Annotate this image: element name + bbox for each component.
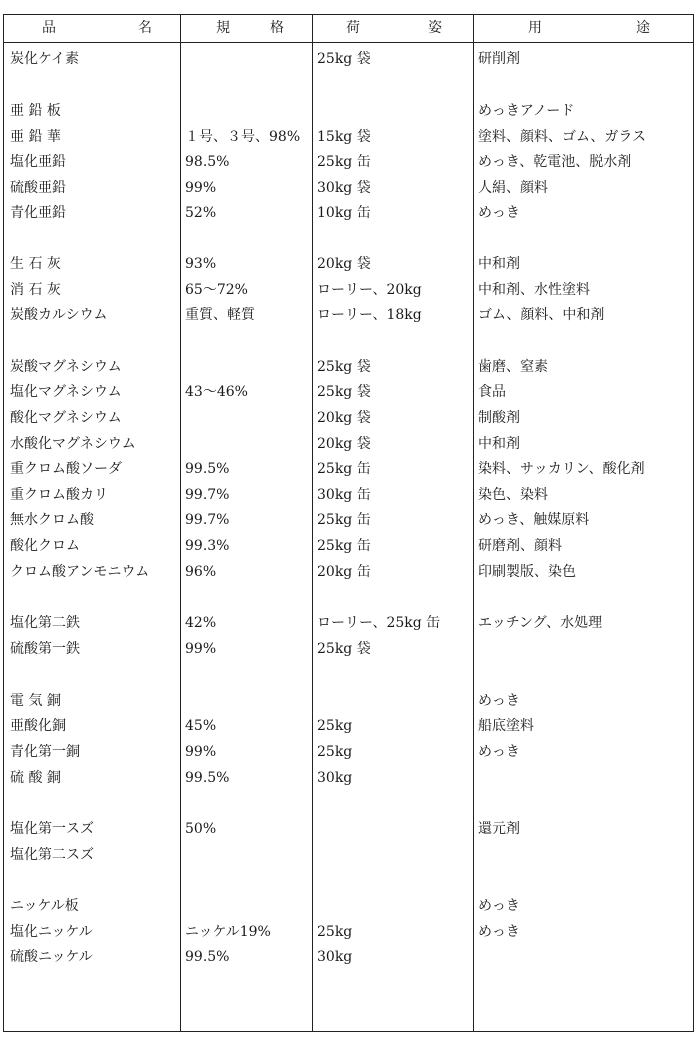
cell-name: 酸化マグネシウム (10, 410, 122, 426)
table-row (4, 379, 693, 405)
cell-use: めっき (478, 898, 520, 914)
cell-spec: 99% (185, 180, 217, 196)
cell-spec: 98.5% (185, 154, 230, 170)
cell-use: 船底塗料 (478, 718, 534, 734)
table-row (4, 456, 693, 482)
cell-use: 塗料、顔料、ゴム、ガラス (478, 129, 646, 145)
cell-packing: ローリー、20kg (317, 282, 422, 298)
cell-name: 消 石 灰 (10, 282, 61, 298)
table-row (4, 482, 693, 508)
cell-spec: 99.5% (185, 461, 230, 477)
table-row (4, 944, 693, 970)
cell-use: めっき、乾電池、脱水剤 (478, 154, 632, 170)
cell-name: 青化亜鉛 (10, 205, 66, 221)
cell-use: めっきアノード (478, 103, 575, 119)
cell-spec: 99.7% (185, 512, 230, 528)
table-row (4, 610, 693, 636)
cell-use: めっき (478, 205, 520, 221)
cell-packing: 20kg 袋 (317, 256, 371, 272)
cell-name: 塩化第二スズ (10, 847, 94, 863)
cell-name: 電 気 銅 (10, 693, 61, 709)
cell-name: 炭化ケイ素 (10, 51, 80, 67)
cell-packing: 25kg 缶 (317, 154, 371, 170)
table-row (4, 533, 693, 559)
cell-name: クロム酸アンモニウム (10, 564, 150, 580)
cell-use: 印刷製版、染色 (478, 564, 576, 580)
table-row (4, 842, 693, 868)
cell-use: 還元剤 (478, 821, 520, 837)
cell-name: 硫 酸 銅 (10, 770, 61, 786)
header-name-char-1: 品 (42, 20, 56, 36)
cell-packing: 25kg 缶 (317, 461, 371, 477)
table-row (4, 688, 693, 714)
table-row (4, 559, 693, 585)
cell-spec: 99.3% (185, 538, 230, 554)
cell-use: 中和剤 (478, 256, 520, 272)
cell-packing: 25kg (317, 744, 353, 760)
cell-packing: 20kg 缶 (317, 564, 371, 580)
cell-name: 塩化亜鉛 (10, 154, 66, 170)
cell-packing: 30kg 袋 (317, 180, 371, 196)
cell-name: 炭酸カルシウム (10, 307, 108, 323)
cell-use: 中和剤、水性塗料 (478, 282, 590, 298)
header-name-char-2: 名 (138, 20, 152, 36)
table-row (4, 405, 693, 431)
cell-use: めっき (478, 744, 520, 760)
header-use-char-2: 途 (636, 20, 650, 36)
cell-name: 塩化マグネシウム (10, 384, 122, 400)
product-table (3, 14, 694, 1032)
header-divider (4, 42, 693, 43)
table-row (4, 98, 693, 124)
cell-spec: 重質、軽質 (185, 307, 255, 323)
header-packing-char-2: 姿 (428, 20, 442, 36)
table-row (4, 251, 693, 277)
cell-packing: 20kg 袋 (317, 410, 371, 426)
cell-use: ゴム、顔料、中和剤 (478, 307, 605, 323)
cell-name: 重クロム酸ソーダ (10, 461, 122, 477)
table-row (4, 149, 693, 175)
cell-name: 硫酸亜鉛 (10, 180, 66, 196)
cell-packing: 10kg 缶 (317, 205, 371, 221)
table-row (4, 354, 693, 380)
cell-spec: 45% (185, 718, 217, 734)
cell-packing: 20kg 袋 (317, 436, 371, 452)
cell-spec: 99.5% (185, 770, 230, 786)
cell-use: めっき (478, 924, 520, 940)
cell-name: 無水クロム酸 (10, 512, 94, 528)
cell-packing: 25kg 袋 (317, 51, 371, 67)
cell-name: 塩化ニッケル (10, 924, 93, 940)
cell-spec: 93% (185, 256, 217, 272)
table-row (4, 175, 693, 201)
cell-spec: 43～46% (185, 384, 248, 400)
cell-use: めっき、触媒原料 (478, 512, 590, 528)
cell-use: 研磨剤、顔料 (478, 538, 562, 554)
cell-use: 人絹、顔料 (478, 180, 548, 196)
cell-name: 亜 鉛 華 (10, 129, 61, 145)
table-row (4, 816, 693, 842)
cell-spec: 52% (185, 205, 217, 221)
header-use-char-1: 用 (528, 20, 542, 36)
table-row (4, 124, 693, 150)
header-spec (216, 15, 284, 42)
cell-use: 研削剤 (478, 51, 520, 67)
cell-spec: 65～72% (185, 282, 248, 298)
header-spec-char-1: 規 (216, 20, 230, 36)
table-row (4, 200, 693, 226)
table-row (4, 765, 693, 791)
cell-packing: ローリー、25kg 缶 (317, 615, 441, 631)
cell-name: 塩化第二鉄 (10, 615, 80, 631)
cell-use: 染料、サッカリン、酸化剤 (478, 461, 645, 477)
cell-name: 炭酸マグネシウム (10, 359, 122, 375)
cell-name: 亜 鉛 板 (10, 103, 61, 119)
cell-name: 硫酸第一鉄 (10, 641, 80, 657)
table-row (4, 277, 693, 303)
table-row (4, 302, 693, 328)
cell-packing: 25kg 袋 (317, 359, 371, 375)
cell-use: エッチング、水処理 (478, 615, 603, 631)
cell-packing: 30kg (317, 770, 353, 786)
cell-spec: 99% (185, 641, 217, 657)
cell-packing: 30kg 缶 (317, 487, 371, 503)
cell-name: 生 石 灰 (10, 256, 61, 272)
table-row (4, 893, 693, 919)
cell-spec: 99% (185, 744, 217, 760)
table-row (4, 739, 693, 765)
cell-packing: 15kg 袋 (317, 129, 371, 145)
cell-use: 食品 (478, 384, 506, 400)
cell-name: 重クロム酸カリ (10, 487, 108, 503)
table-row (4, 507, 693, 533)
header-packing-char-1: 荷 (346, 20, 360, 36)
cell-packing: 25kg 袋 (317, 641, 371, 657)
cell-spec: 50% (185, 821, 217, 837)
cell-name: 水酸化マグネシウム (10, 436, 136, 452)
cell-packing: ローリー、18kg (317, 307, 422, 323)
cell-packing: 30kg (317, 949, 353, 965)
table-row (4, 636, 693, 662)
cell-spec: １号、３号、98% (185, 129, 301, 145)
table-row (4, 431, 693, 457)
table-row (4, 919, 693, 945)
cell-spec: 99.7% (185, 487, 230, 503)
cell-packing: 25kg 缶 (317, 538, 371, 554)
cell-spec: 96% (185, 564, 217, 580)
cell-name: 塩化第一スズ (10, 821, 94, 837)
cell-packing: 25kg 缶 (317, 512, 371, 528)
cell-use: めっき (478, 693, 520, 709)
header-spec-char-2: 格 (270, 20, 284, 36)
cell-spec: 42% (185, 615, 217, 631)
table-row (4, 713, 693, 739)
cell-use: 染色、染料 (478, 487, 548, 503)
cell-packing: 25kg 袋 (317, 384, 371, 400)
header-packing (346, 15, 442, 42)
cell-name: ニッケル板 (10, 898, 79, 914)
cell-spec: ニッケル19% (185, 924, 271, 940)
header-name (42, 15, 152, 42)
table-row (4, 46, 693, 72)
cell-name: 酸化クロム (10, 538, 80, 554)
cell-use: 歯磨、窒素 (478, 359, 548, 375)
header-use (528, 15, 650, 42)
cell-packing: 25kg (317, 924, 353, 940)
cell-name: 硫酸ニッケル (10, 949, 93, 965)
cell-packing: 25kg (317, 718, 353, 734)
cell-use: 制酸剤 (478, 410, 520, 426)
cell-name: 青化第一銅 (10, 744, 80, 760)
cell-use: 中和剤 (478, 436, 520, 452)
cell-name: 亜酸化銅 (10, 718, 66, 734)
cell-spec: 99.5% (185, 949, 230, 965)
